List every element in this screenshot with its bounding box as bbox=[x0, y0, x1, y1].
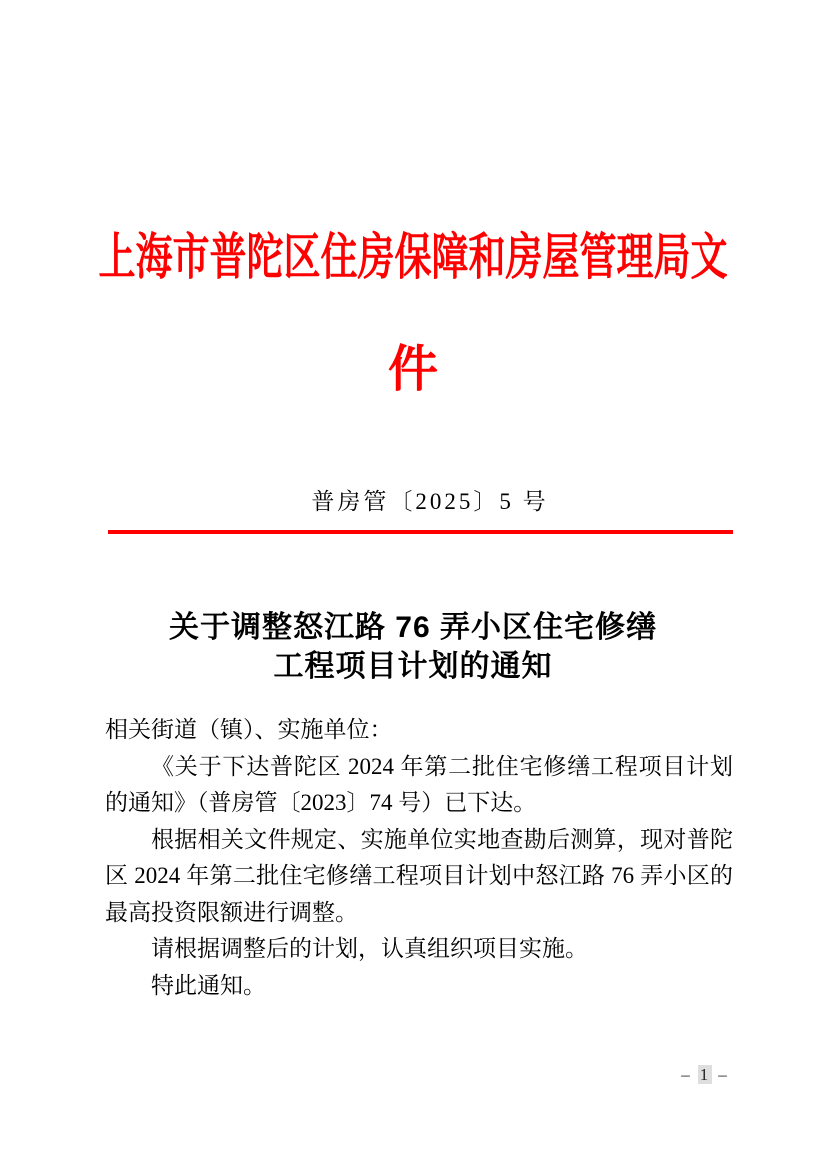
document-title-line2: 工程项目计划的通知 bbox=[273, 650, 553, 683]
red-divider-line bbox=[108, 530, 733, 534]
body-paragraph: 根据相关文件规定、实施单位实地查勘后测算，现对普陀区 2024 年第二批住宅修缮工程项目计划中怒江路 76 弄小区的最高投资限额进行调整。 bbox=[105, 826, 733, 925]
document-title-line1: 关于调整怒江路 76 弄小区住宅修缮 bbox=[168, 611, 658, 644]
body-paragraph: 请根据调整后的计划，认真组织项目实施。 bbox=[151, 936, 588, 961]
page-number-suffix: – bbox=[718, 1065, 729, 1084]
document-title bbox=[0, 608, 826, 686]
body-paragraph: 《关于下达普陀区 2024 年第二批住宅修缮工程项目计划的通知》（普房管〔2023〕74 号）已下达。 bbox=[105, 753, 733, 815]
page-number-value: 1 bbox=[699, 1065, 711, 1084]
letterhead-line2: 件 bbox=[388, 341, 438, 397]
page-number bbox=[660, 1064, 750, 1086]
letterhead-line1: 上海市普陀区住房保障和房屋管理局文 bbox=[98, 229, 728, 285]
page-number-prefix: – bbox=[681, 1065, 692, 1084]
document-body bbox=[105, 712, 733, 1004]
body-paragraph: 特此通知。 bbox=[151, 972, 266, 998]
salutation-line: 相关街道（镇）、实施单位： bbox=[105, 717, 393, 742]
document-reference-number: 普房管〔2025〕5 号 bbox=[311, 489, 549, 514]
